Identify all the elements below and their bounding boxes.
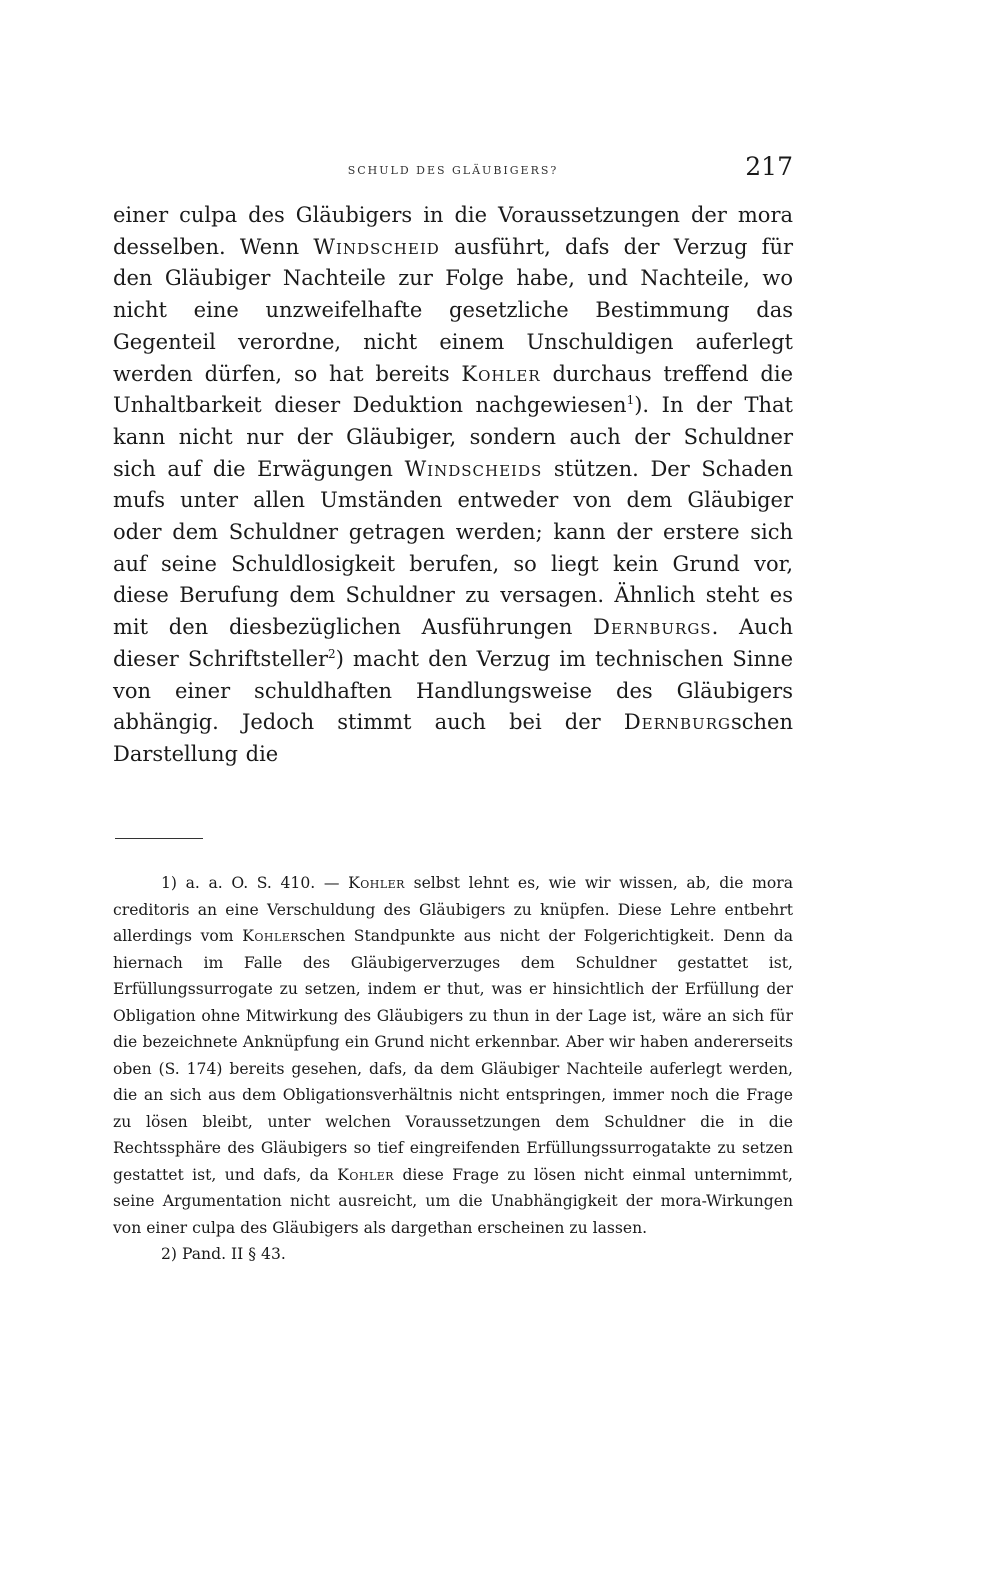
footnote-2 xyxy=(113,1241,793,1268)
text-run: selbst lehnt es, wie wir wissen, ab, die mora creditoris an eine Verschuldung des Gläubigers zu knüpfen. Diese Lehre entbehrt allerdings vom xyxy=(113,874,793,945)
author-name: Kohler xyxy=(348,874,405,892)
text-run: diese Frage zu lösen nicht einmal unternimmt, seine Argumentation nicht ausreicht, um die Unabhängigkeit der mora-Wirkungen von einer culpa des Gläubigers als dargethan erscheinen zu lassen. xyxy=(113,1165,793,1237)
footnote-1 xyxy=(113,870,793,1241)
text-run: einer culpa des Gläubigers in die Voraussetzungen der mora desselben. Wenn xyxy=(113,203,793,259)
text-run: stützen. Der Schaden mufs unter allen Umständen entweder von dem Gläubiger oder dem Schuldner getragen werden; kann der erstere sich auf seine Schuldlosigkeit berufen, so liegt kein Grund vor, diese Berufung dem Schuldner zu versagen. Ähnlich steht es mit den diesbezüglichen Ausführungen xyxy=(113,456,794,640)
footnote-ref: 1 xyxy=(626,393,635,408)
main-text xyxy=(113,200,793,771)
footnote-ref: 2 xyxy=(328,646,336,661)
body-paragraph xyxy=(113,200,793,771)
footnote-divider xyxy=(115,838,203,839)
author-name: Windscheids xyxy=(404,456,543,481)
text-run: . Auch dieser Schriftsteller xyxy=(113,615,793,671)
author-name: Dernburgs xyxy=(593,615,712,640)
page-header xyxy=(113,152,793,192)
footnotes xyxy=(113,870,793,1268)
text-run: schen Standpunkte aus nicht der Folgerichtigkeit. Denn da hiernach im Falle des Gläubigerverzuges dem Schuldner gestattet ist, Erfüllungssurrogate zu setzen, indem er thut, was er hinsichtlich der Erfüllung der Obligation ohne Mitwirkung des Gläubigers zu thun in der Lage ist, wäre an sich für die bezeichnete Anknüpfung ein Grund nicht erkennbar. Aber wir haben andererseits oben (S. 174) bereits gesehen, dafs, da dem Gläubiger Nachteile auferlegt werden, die an sich aus dem Obligationsverhältnis nicht entspringen, immer noch die Frage zu lösen bleibt, unter welchen Voraussetzungen dem Schuldner die in die Rechtssphäre des Gläubigers so tief eingreifenden Erfüllungssurrogatakte zu setzen gestattet ist, und dafs, da xyxy=(113,927,793,1184)
running-head: SCHULD DES GLÄUBIGERS? xyxy=(347,164,559,177)
footnote-mark: 1) xyxy=(161,874,178,892)
author-name: Windscheid xyxy=(313,234,440,259)
text-run: ausführt, dafs der Verzug für den Gläubiger Nachteile zur Folge habe, und Nachteile, wo nicht eine unzweifelhafte gesetzliche Bestimmung das Gegenteil verordne, nicht einem Unschuldigen auferlegt werden dürfen, so hat bereits xyxy=(113,234,794,386)
author-name: Kohler xyxy=(337,1165,395,1184)
page-number: 217 xyxy=(745,152,793,181)
text-run: schen Darstellung die xyxy=(113,710,793,766)
author-name: Dernburg xyxy=(623,710,731,735)
text-run: Pand. II § 43. xyxy=(177,1245,286,1263)
author-name: Kohler xyxy=(461,361,541,386)
text-run: durchaus treffend die Unhaltbarkeit dieser Deduktion nachgewiesen xyxy=(113,361,793,418)
author-name: Kohler xyxy=(242,927,300,945)
text-run: ). In der That kann nicht nur der Gläubiger, sondern auch der Schuldner sich auf die Erwägungen xyxy=(113,393,793,481)
footnote-mark: 2) xyxy=(161,1245,178,1263)
text-run: ) macht den Verzug im technischen Sinne von einer schuldhaften Handlungsweise des Gläubigers abhängig. Jedoch stimmt auch bei der xyxy=(113,646,793,735)
text-run: a. a. O. S. 410. — xyxy=(177,874,349,892)
